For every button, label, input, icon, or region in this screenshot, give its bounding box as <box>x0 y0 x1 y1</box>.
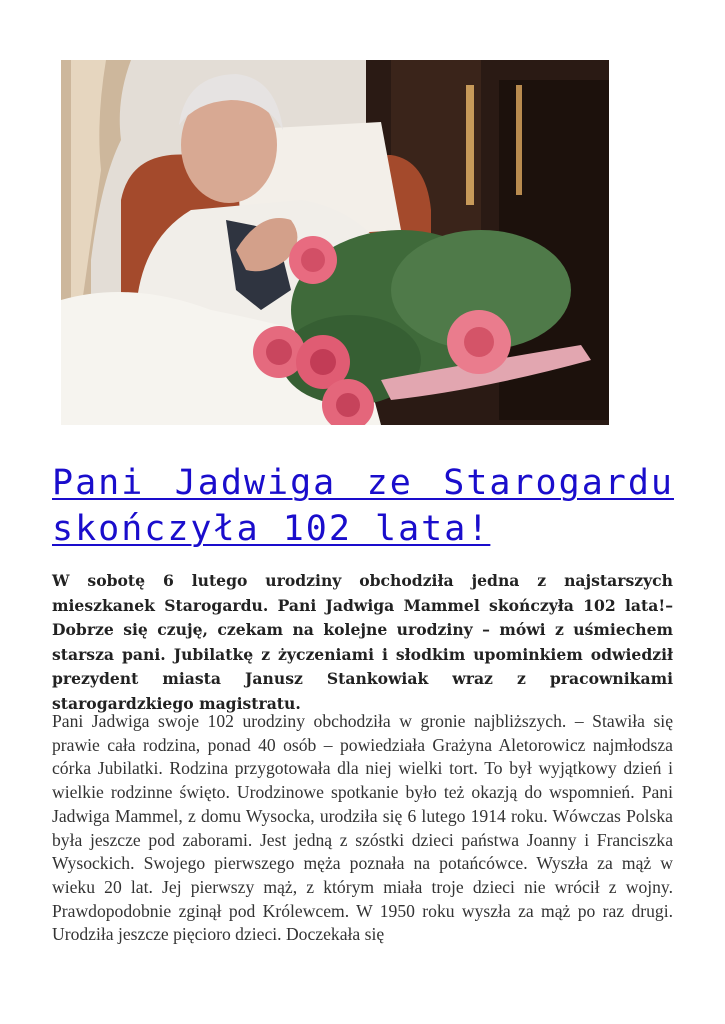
article-title-link[interactable]: Pani Jadwiga ze Starogardu skończyła 102 lata! <box>52 463 674 549</box>
article-lead: W sobotę 6 lutego urodziny obchodziła jedna z najstarszych mieszkanek Starogardu. Pani Jadwiga Mammel skończyła 102 lata!– Dobrze się czuję, czekam na kolejne urodziny – mówi z uśmiechem starsza pani. Jubilatkę z życzeniami i słodkim upominkiem odwiedził prezydent miasta Janusz Stankowiak wraz z pracownikami starogardzkiego magistratu. <box>52 571 673 713</box>
article-photo <box>61 60 609 425</box>
article-title <box>52 460 674 552</box>
article-body: Pani Jadwiga swoje 102 urodziny obchodziła w gronie najbliższych. – Stawiła się prawie cała rodzina, ponad 40 osób – powiedziała Grażyna Aletorowicz najmłodsza córka Jubilatki. Rodzina przygotowała dla niej wielki tort. To był wyjątkowy dzień i wielkie rodzinne święto. Urodzinowe spotkanie było też okazją do wspomnień. Pani Jadwiga Mammel, z domu Wysocka, urodziła się 6 lutego 1914 roku. Wówczas Polska była jeszcze pod zaborami. Jest jedną z szóstki dzieci państwa Joanny i Franciszka Wysockich. Swojego pierwszego męża poznała na potańcówce. Wyszła za mąż w wieku 20 lat. Jej pierwszy mąż, z którym miała troje dzieci nie wrócił z wojny. Prawdopodobnie zginął pod Królewcem. W 1950 roku wyszła za mąż po raz drugi. Urodziła jeszcze pięcioro dzieci. Doczekała się <box>52 711 673 945</box>
